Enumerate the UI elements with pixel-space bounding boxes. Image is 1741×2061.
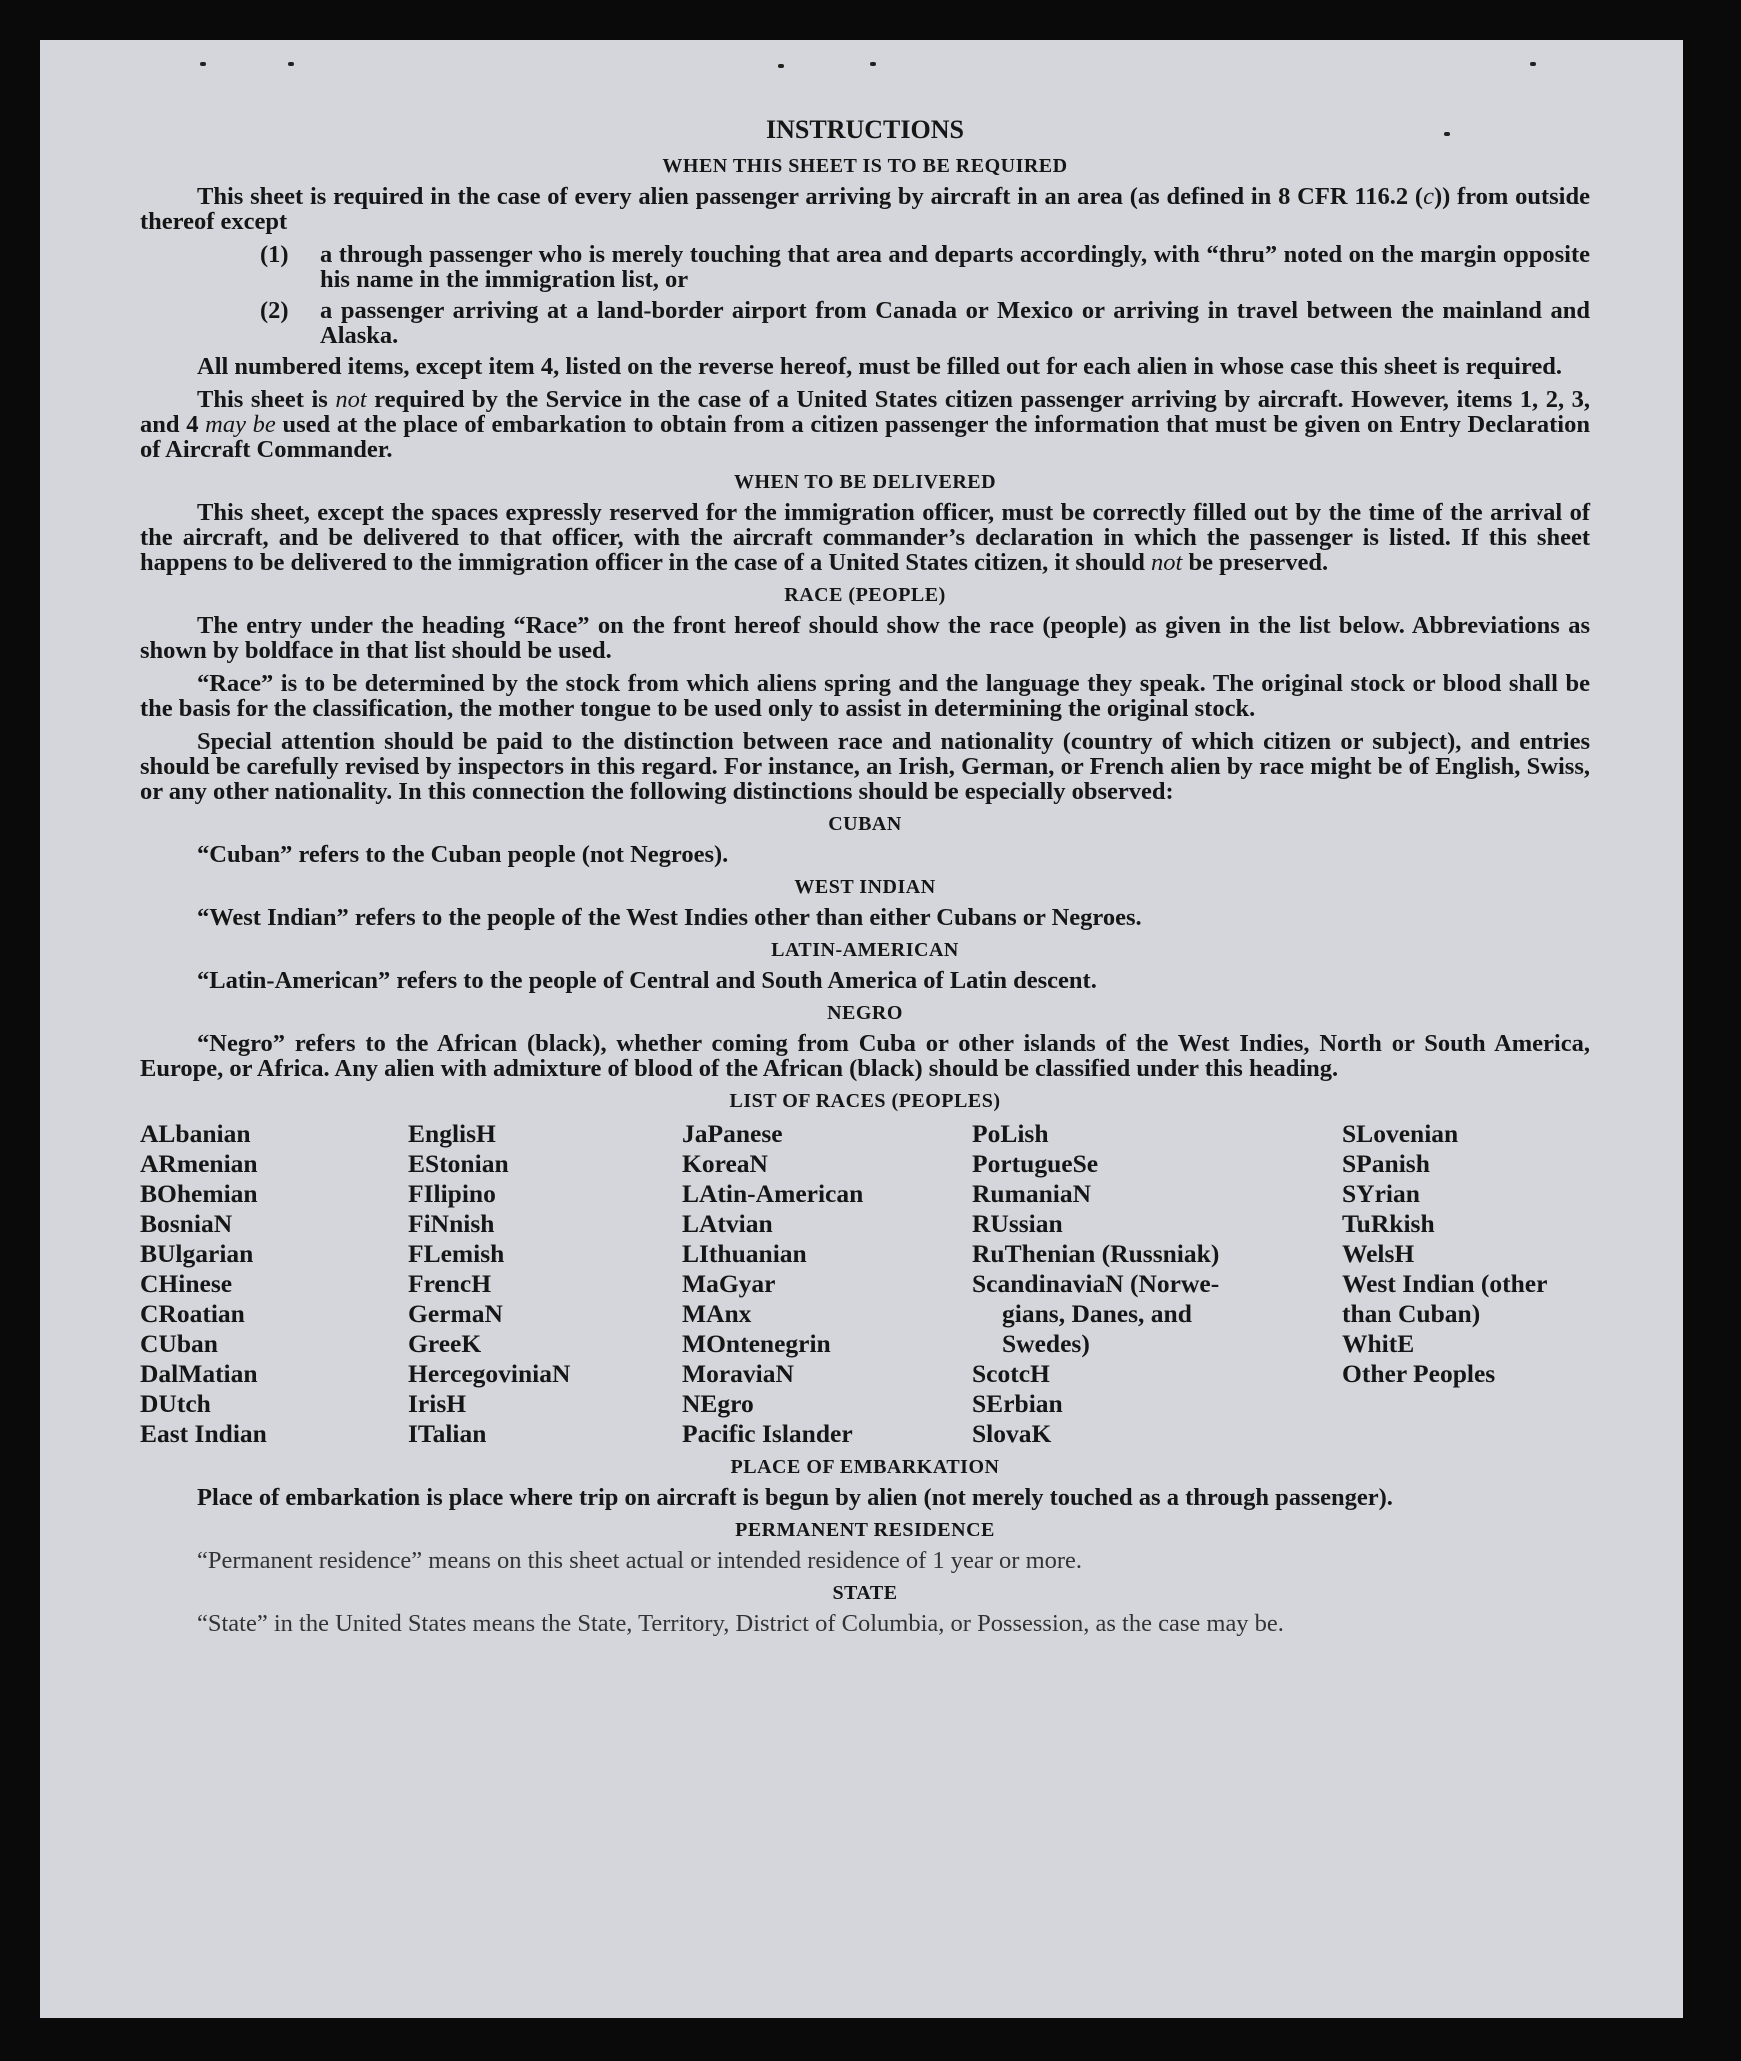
race-entry: MAnx	[682, 1299, 752, 1328]
race-group	[1342, 1329, 1590, 1389]
race-column-1	[140, 1119, 408, 1449]
text-span: )) from outside thereof except	[140, 183, 1590, 235]
document-page	[40, 40, 1683, 2018]
race-entry: NEgro	[682, 1389, 754, 1418]
scan-speck	[1530, 62, 1536, 66]
race-entry: PortugueSe	[972, 1149, 1099, 1178]
race-entry: CRoatian	[140, 1299, 245, 1328]
section-heading-required: WHEN THIS SHEET IS TO BE REQUIRED	[662, 155, 1068, 177]
race-column-4	[972, 1119, 1342, 1449]
race-entry: HercegoviniaN	[408, 1359, 571, 1388]
race-entry: TuRkish	[1342, 1209, 1435, 1238]
race-entry: SErbian	[972, 1389, 1063, 1418]
race-entry: BOhemian	[140, 1179, 258, 1208]
race-entry: Swedes)	[1002, 1329, 1090, 1358]
race-entry: IrisH	[408, 1389, 467, 1418]
paragraph-negro: “Negro” refers to the African (black), whether coming from Cuba or other islands of the West Indies, North or South America, Europe, or Africa. Any alien with admixture of blood of the African (black) should be classified under this heading.	[140, 1030, 1590, 1082]
race-entry: LAtin-American	[682, 1179, 864, 1208]
race-entry: WhitE	[1342, 1329, 1415, 1358]
item-number: (2)	[260, 297, 289, 324]
section-heading-race: RACE (PEOPLE)	[784, 584, 946, 606]
race-entry: FrencH	[408, 1269, 492, 1298]
race-entry: East Indian	[140, 1419, 267, 1448]
race-entry: MOntenegrin	[682, 1329, 831, 1358]
exception-item-2	[140, 298, 1590, 348]
section-heading-west-indian: WEST INDIAN	[794, 876, 936, 898]
race-entry: FIlipino	[408, 1179, 496, 1208]
race-entry: ITalian	[408, 1419, 487, 1448]
race-entry: ScandinaviaN (Norwe-	[972, 1269, 1220, 1298]
paragraph-required	[140, 184, 1590, 234]
section-heading-list-of-races: LIST OF RACES (PEOPLES)	[729, 1090, 1001, 1112]
race-entry: Other Peoples	[1342, 1359, 1496, 1388]
race-entry: WelsH	[1342, 1239, 1415, 1268]
paragraph-delivered	[140, 500, 1590, 575]
paragraph-citizen	[140, 387, 1590, 462]
race-column-5	[1342, 1119, 1590, 1449]
text-span: The entry under the heading “Race” on the front hereof should show the race (people) as given in the list below. Abbreviations as shown by	[140, 612, 1590, 664]
race-entry: KoreaN	[682, 1149, 768, 1178]
scan-speck	[288, 62, 294, 66]
race-entry: DUtch	[140, 1389, 211, 1418]
race-entry: DalMatian	[140, 1359, 258, 1388]
race-group	[1342, 1119, 1590, 1299]
paragraph-residence: “Permanent residence” means on this sheet actual or intended residence of 1 year or more.	[197, 1547, 1083, 1574]
race-entry: Pacific Islander	[682, 1419, 853, 1448]
page-title: INSTRUCTIONS	[766, 115, 964, 144]
bold-span: boldface	[244, 637, 334, 664]
race-group-continuation	[1342, 1299, 1590, 1329]
text-span: This sheet, except the spaces expressly reserved for the immigration officer, must be correctly filled out by the time of the arrival of the aircraft, and be delivered to that officer, with the aircraft commander’s declaration in which the passenger is listed. If this sheet happens to be delivered to the immigration officer in the case of a United States citizen, it should	[140, 499, 1590, 576]
race-entry: SLovenian	[1342, 1119, 1459, 1148]
text-span: This sheet is	[197, 386, 336, 413]
text-span: in that list should be used.	[333, 637, 612, 664]
instructions-content	[140, 112, 1590, 1644]
race-group	[972, 1119, 1342, 1299]
race-entry: GermaN	[408, 1299, 503, 1328]
text-span: This sheet is required in the case of every alien passenger arriving by aircraft in an area (as defined in 8 CFR 116.2 (	[197, 183, 1424, 210]
race-entry: ALbanian	[140, 1119, 251, 1148]
section-heading-negro: NEGRO	[827, 1002, 903, 1024]
paragraph-west-indian: “West Indian” refers to the people of the West Indies other than either Cubans or Negroes.	[197, 904, 1142, 931]
race-entry: PoLish	[972, 1119, 1049, 1148]
italic-span: not	[1151, 549, 1183, 576]
scan-speck	[778, 64, 784, 68]
race-entry: than Cuban)	[1342, 1299, 1481, 1328]
race-entry: RuThenian (Russniak)	[972, 1239, 1220, 1268]
item-number: (1)	[260, 241, 289, 268]
section-heading-residence: PERMANENT RESIDENCE	[735, 1519, 995, 1541]
italic-span: not	[335, 386, 367, 413]
section-heading-cuban: CUBAN	[828, 813, 902, 835]
text-span: be preserved.	[1182, 549, 1329, 576]
race-entry: West Indian (other	[1342, 1269, 1548, 1298]
race-entry: RUssian	[972, 1209, 1063, 1238]
paragraph-state: “State” in the United States means the State, Territory, District of Columbia, or Possession, as the case may be.	[197, 1610, 1284, 1637]
scan-speck	[200, 62, 206, 66]
race-entry: EStonian	[408, 1149, 509, 1178]
race-entry: LIthuanian	[682, 1239, 807, 1268]
race-entry: FLemish	[408, 1239, 505, 1268]
race-list	[140, 1119, 1590, 1449]
exception-item-1	[140, 242, 1590, 292]
section-heading-embarkation: PLACE OF EMBARKATION	[730, 1456, 1000, 1478]
scan-speck	[870, 62, 876, 66]
race-entry: MaGyar	[682, 1269, 776, 1298]
race-entry: ScotcH	[972, 1359, 1050, 1388]
race-entry: CUban	[140, 1329, 218, 1358]
race-column-2	[408, 1119, 682, 1449]
race-entry: LAtvian	[682, 1209, 773, 1238]
text-span: required by the Service in the case of a United States citizen passenger arriving by aircraft. However, items 1, 2, 3, and 4	[140, 386, 1591, 438]
race-entry: GreeK	[408, 1329, 482, 1358]
race-column-3	[682, 1119, 972, 1449]
paragraph-numbered-items: All numbered items, except item 4, listed on the reverse hereof, must be filled out for each alien in whose case this sheet is required.	[197, 353, 1563, 380]
paragraph-latin-american: “Latin-American” refers to the people of Central and South America of Latin descent.	[197, 967, 1097, 994]
race-entry: SYrian	[1342, 1179, 1420, 1208]
paragraph-embarkation: Place of embarkation is place where trip on aircraft is begun by alien (not merely touched as a through passenger).	[197, 1484, 1393, 1511]
race-entry: BUlgarian	[140, 1239, 254, 1268]
race-entry: BosniaN	[140, 1209, 233, 1238]
race-group-continuation	[972, 1299, 1342, 1359]
race-group	[972, 1359, 1342, 1449]
race-entry: RumaniaN	[972, 1179, 1092, 1208]
item-text: a through passenger who is merely touching that area and departs accordingly, with “thru” noted on the margin opposite his name in the immigration list, or	[320, 241, 1590, 293]
race-entry: SlovaK	[972, 1419, 1052, 1448]
paragraph-race-stock: “Race” is to be determined by the stock from which aliens spring and the language they speak. The original stock or blood shall be the basis for the classification, the mother tongue to be used only to assist in determining the original stock.	[140, 670, 1590, 722]
race-entry: MoraviaN	[682, 1359, 794, 1388]
section-heading-state: STATE	[832, 1582, 898, 1604]
race-entry: CHinese	[140, 1269, 233, 1298]
section-heading-delivered: WHEN TO BE DELIVERED	[733, 471, 997, 493]
race-entry: SPanish	[1342, 1149, 1430, 1178]
race-entry: ARmenian	[140, 1149, 258, 1178]
race-entry: gians, Danes, and	[1002, 1299, 1192, 1328]
italic-span: may be	[205, 411, 276, 438]
race-entry: JaPanese	[682, 1119, 783, 1148]
race-entry: FiNnish	[408, 1209, 495, 1238]
italic-span: c	[1423, 183, 1434, 210]
race-entry: EnglisH	[408, 1119, 496, 1148]
item-text: a passenger arriving at a land-border airport from Canada or Mexico or arriving in travel between the mainland and Alaska.	[320, 297, 1590, 349]
paragraph-race-nationality: Special attention should be paid to the distinction between race and nationality (country of which citizen or subject), and entries should be carefully revised by inspectors in this regard. For instance, an Irish, German, or French alien by race might be of English, Swiss, or any other nationality. In this connection the following distinctions should be especially observed:	[140, 728, 1590, 805]
text-span: used at the place of embarkation to obtain from a citizen passenger the information that must be given on Entry Declaration of Aircraft Commander.	[140, 411, 1590, 463]
paragraph-cuban: “Cuban” refers to the Cuban people (not Negroes).	[197, 841, 729, 868]
paragraph-race-entry	[140, 613, 1590, 663]
section-heading-latin-american: LATIN-AMERICAN	[771, 939, 959, 961]
